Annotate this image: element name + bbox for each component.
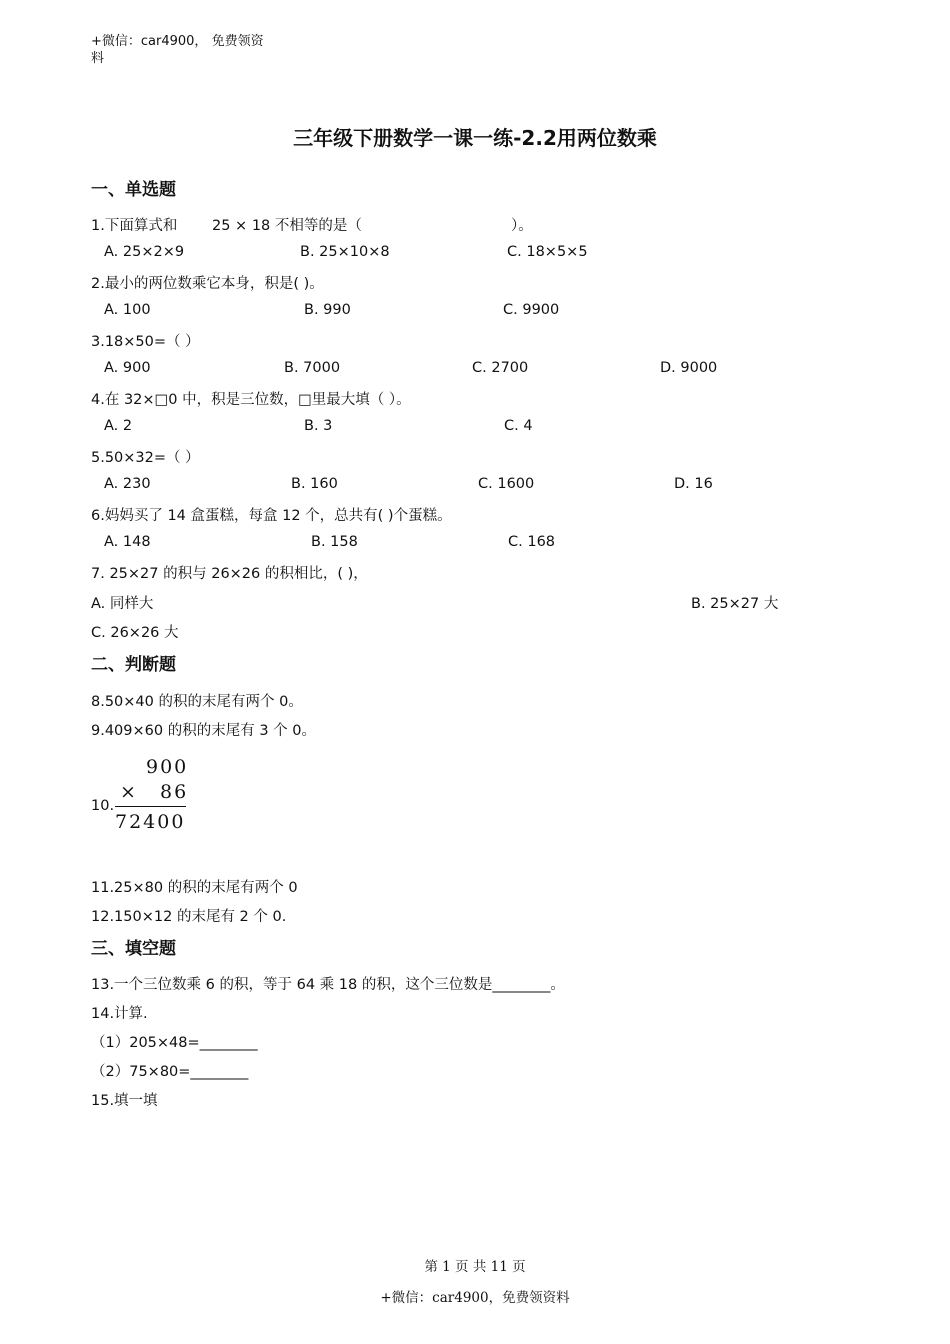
- question-11-text: 11.25×80 的积的末尾有两个 0: [91, 880, 298, 896]
- header-watermark-line2: 料: [91, 51, 105, 66]
- question-6-option-b: B. 158: [311, 534, 358, 550]
- question-3-option-a: A. 900: [104, 360, 151, 376]
- question-1-option-b: B. 25×10×8: [300, 244, 390, 260]
- question-2-option-c: C. 9900: [503, 302, 560, 318]
- question-3-option-c: C. 2700: [472, 360, 529, 376]
- section-heading-single-choice: 一、单选题: [91, 180, 176, 200]
- question-12-text: 12.150×12 的末尾有 2 个 0.: [91, 909, 287, 925]
- question-1-text-a: 1.下面算式和: [91, 218, 178, 234]
- page-number: 第 1 页 共 11 页: [424, 1259, 526, 1275]
- section-heading-fill-blank: 三、填空题: [91, 939, 176, 959]
- page-title: 三年级下册数学一课一练-2.2用两位数乘: [293, 126, 657, 150]
- question-10-multiplier: 86: [160, 781, 189, 803]
- question-1-text-c: ）。: [511, 218, 533, 234]
- question-2-option-b: B. 990: [304, 302, 351, 318]
- question-8-text: 8.50×40 的积的末尾有两个 0。: [91, 694, 303, 710]
- question-7-option-b: B. 25×27 大: [691, 596, 779, 612]
- question-2-text: 2.最小的两位数乘它本身，积是( )。: [91, 276, 324, 292]
- question-7-text: 7. 25×27 的积与 26×26 的积相比，( )，: [91, 566, 368, 582]
- footer-watermark: +微信：car4900，免费领资料: [380, 1290, 570, 1306]
- question-5-text: 5.50×32=（ ）: [91, 450, 200, 466]
- question-10-product: 72400: [115, 811, 186, 833]
- question-10-multiplicand: 900: [146, 756, 189, 778]
- question-3-text: 3.18×50=（ ）: [91, 334, 200, 350]
- question-4-option-c: C. 4: [504, 418, 533, 434]
- question-14-sub-2: （2）75×80=________: [91, 1064, 249, 1080]
- question-4-option-a: A. 2: [104, 418, 133, 434]
- question-9-text: 9.409×60 的积的末尾有 3 个 0。: [91, 723, 316, 739]
- question-5-option-d: D. 16: [674, 476, 713, 492]
- question-6-text: 6.妈妈买了 14 盒蛋糕，每盒 12 个，总共有( )个蛋糕。: [91, 508, 452, 524]
- question-7-option-a: A. 同样大: [91, 596, 154, 612]
- section-heading-true-false: 二、判断题: [91, 655, 176, 675]
- question-3-option-d: D. 9000: [660, 360, 718, 376]
- question-6-option-c: C. 168: [508, 534, 556, 550]
- question-1-option-c: C. 18×5×5: [507, 244, 588, 260]
- question-14-text: 14.计算.: [91, 1006, 148, 1022]
- header-watermark-line1: +微信：car4900， 免费领资: [91, 34, 264, 49]
- question-7-option-c: C. 26×26 大: [91, 625, 179, 641]
- question-2-option-a: A. 100: [104, 302, 151, 318]
- question-1-option-a: A. 25×2×9: [104, 244, 185, 260]
- question-10-divider-line: [115, 806, 186, 807]
- question-4-text: 4.在 32×□0 中，积是三位数，□里最大填（ ）。: [91, 392, 411, 408]
- question-15-text: 15.填一填: [91, 1093, 158, 1109]
- question-13-text: 13.一个三位数乘 6 的积，等于 64 乘 18 的积，这个三位数是________。: [91, 977, 565, 993]
- question-14-sub-1: （1）205×48=________: [91, 1035, 258, 1051]
- question-1-text-b: 25 × 18 不相等的是（: [212, 218, 362, 234]
- question-10-label: 10.: [91, 798, 115, 814]
- question-6-option-a: A. 148: [104, 534, 151, 550]
- question-3-option-b: B. 7000: [284, 360, 341, 376]
- question-10-times-sign: ×: [120, 781, 138, 803]
- question-5-option-b: B. 160: [291, 476, 338, 492]
- question-4-option-b: B. 3: [304, 418, 333, 434]
- question-5-option-c: C. 1600: [478, 476, 535, 492]
- question-5-option-a: A. 230: [104, 476, 151, 492]
